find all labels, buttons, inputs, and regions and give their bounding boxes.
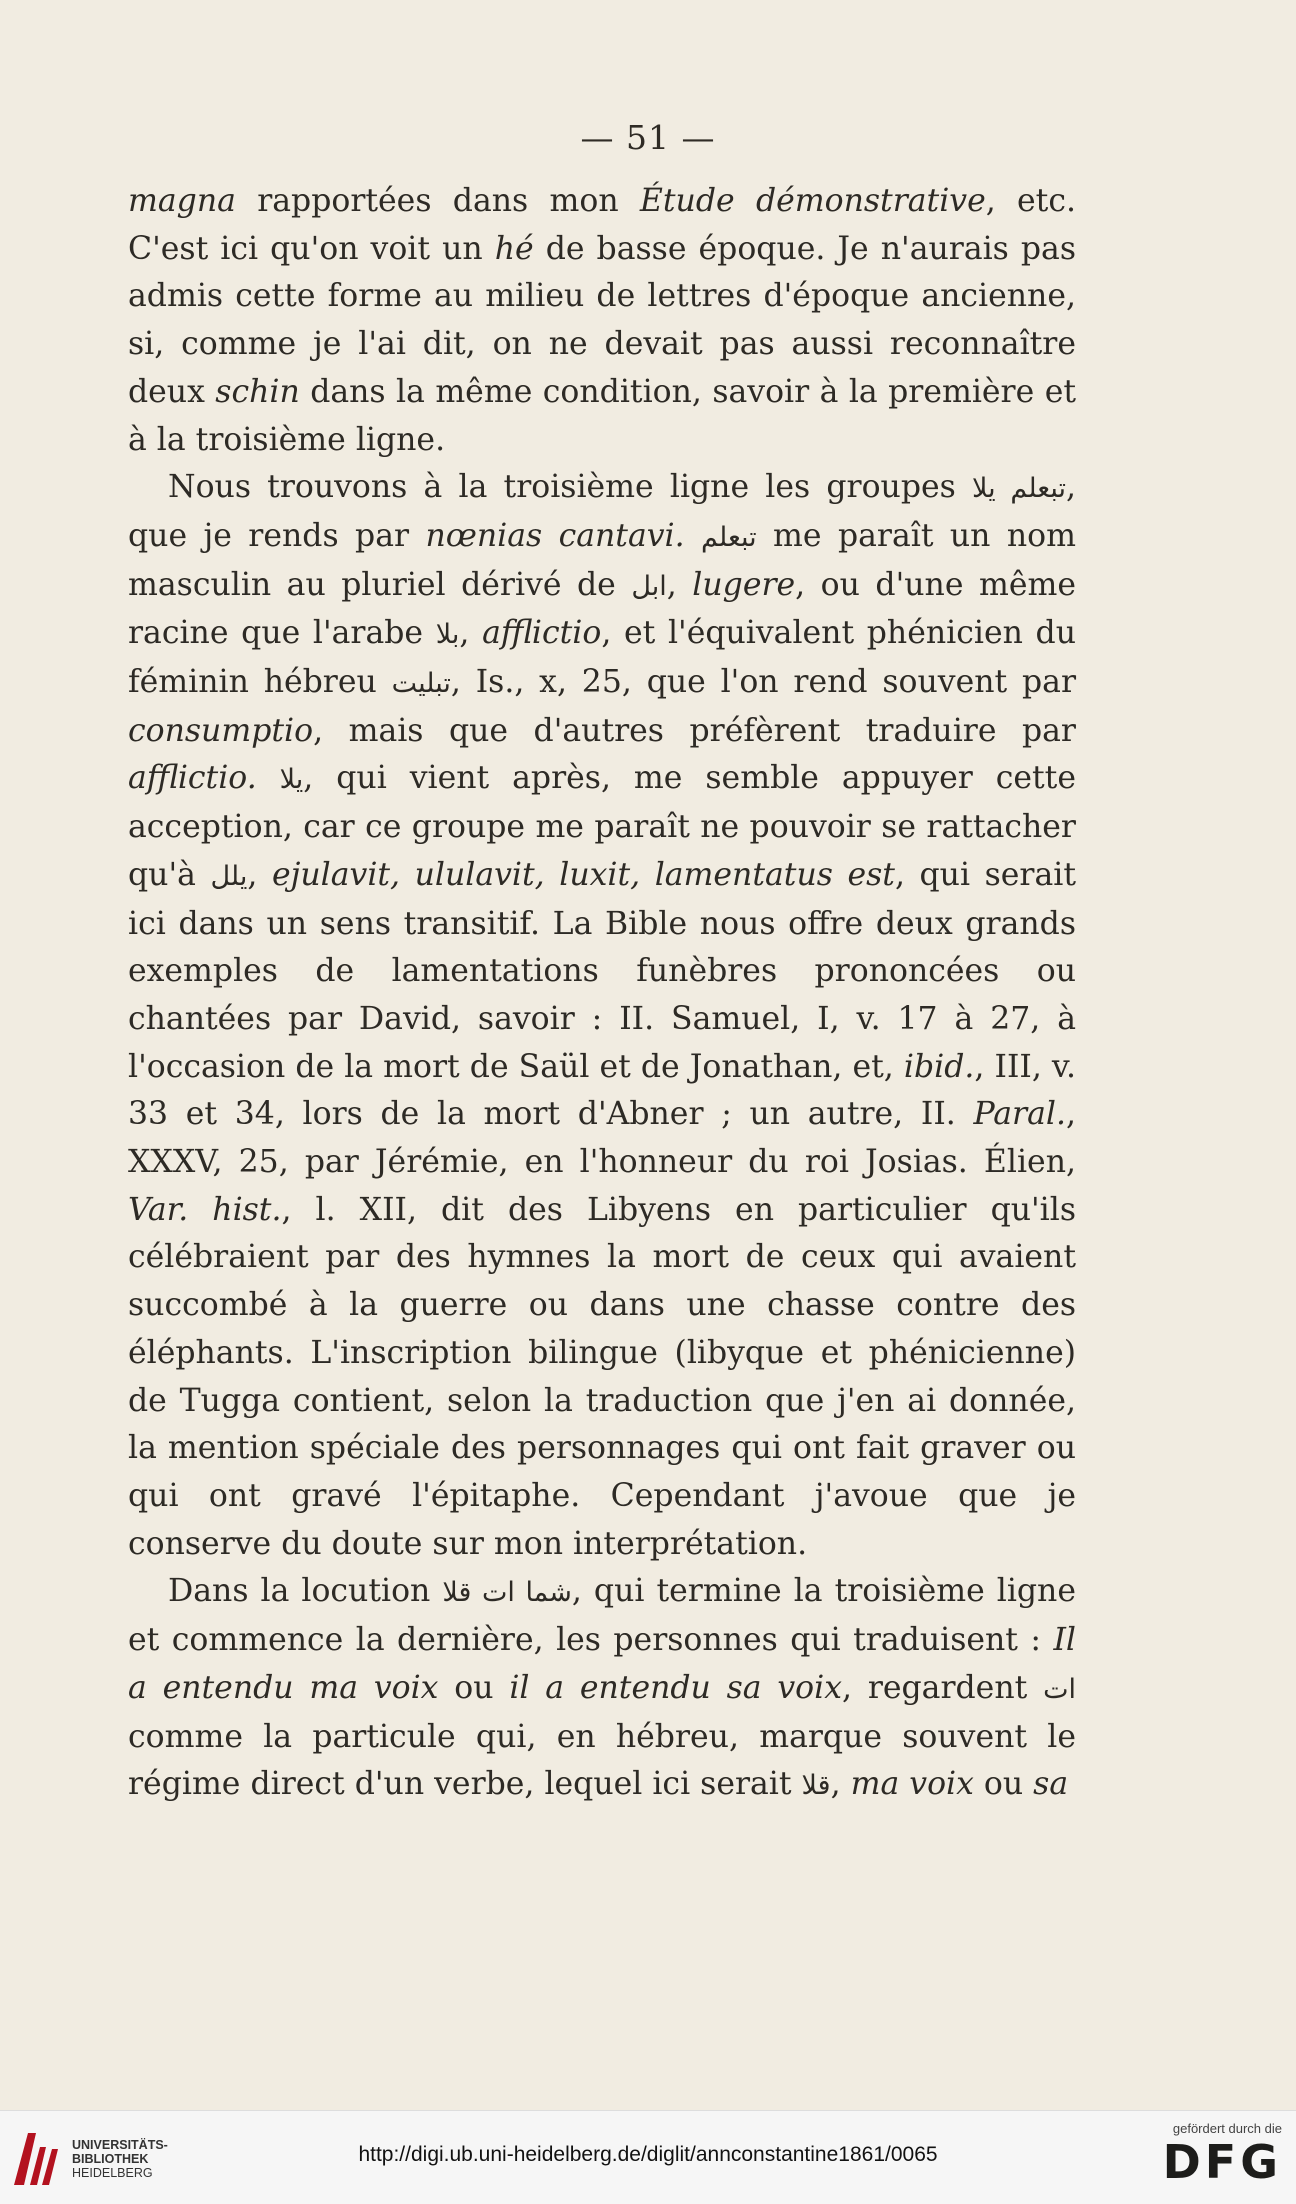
text-run [685,518,701,554]
text-run: , l. XII, dit des Libyens en particulier qu'ils célébraient par des hymnes la mort de ceux qui avaient succombé à la guerre ou dans une chasse contre des éléphants. L'inscription bilingue (libyque et phénicienne) de Tugga contient, selon la traduction que j'en ai donnée, la mention spéciale des personnages qui ont fait graver ou qui ont gravé l'épitaphe. Cependant j'avoue que je conserve du doute sur mon interprétation. [128,1191,1076,1562]
text-run: , etc. C'est ici qu'on voit un [128,183,1076,267]
text-run: lugere [692,566,796,603]
text-run: il a entendu sa voix [509,1669,842,1706]
text-run: de basse époque. Je n'aurais pas admis cette forme au milieu de lettres d'époque ancienne, si, comme je l'ai dit, on ne devait pas aussi reconnaître deux [128,230,1077,410]
text-run: , mais que d'autres préfèrent traduire par [313,712,1076,749]
paragraph-1 [128,178,1076,464]
text-run: comme la particule qui, en hébreu, marque souvent le régime direct d'un verbe, lequel ici serait [128,1718,1076,1803]
text-run: nœnias cantavi. [425,517,685,554]
funding-label: gefördert durch die [1172,2121,1282,2136]
text-run: , [247,856,272,893]
text-run: ibid. [903,1048,975,1085]
arabic-word: تبعلم يلا [972,473,1066,505]
arabic-word: ات [1043,1673,1077,1705]
text-run: , et l'équivalent phénicien du féminin hébreu [128,615,1076,701]
text-run: Var. hist. [128,1191,282,1228]
arabic-word: تبليت [391,668,451,700]
text-run: , qui serait ici dans un sens transitif. La Bible nous offre deux grands exemples de lamentations funèbres prononcées ou chantées par David, savoir : II. Samuel, I, v. 17 à 27, à l'occasion de la mort de Saül et de Jonathan, et, [128,856,1076,1085]
text-run: consumptio [128,712,314,749]
text-run: sa [1033,1766,1069,1803]
text-run: ejulavit, ululavit, luxit, lamentatus est [271,856,895,893]
arabic-word: يلل [210,860,248,892]
viewer-footer [0,2110,1296,2204]
text-run: ou [438,1669,510,1706]
arabic-word: يلا [279,764,304,796]
arabic-word: قلا [801,1770,831,1802]
text-run: , [459,615,483,652]
text-run: Dans la locution [168,1573,443,1610]
arabic-word: شما ات قلا [442,1577,572,1609]
text-run: , que je rends par [128,469,1076,554]
text-run: , qui termine la troisième ligne et commence la dernière, les personnes qui traduisent : [128,1573,1076,1659]
text-run [257,760,280,796]
text-run: me paraît un nom masculin au pluriel dérivé de [128,517,1076,603]
text-run: , qui vient après, me semble appuyer cette acception, car ce groupe me paraît ne pouvoir se rattacher qu'à [128,760,1076,893]
page-number: — 51 — [580,118,716,157]
funder-logo[interactable] [1132,2121,1282,2188]
arabic-word: ابل [631,570,667,602]
library-line: BIBLIOTHEK [72,2152,149,2166]
body-text [128,178,1076,1810]
library-line: UNIVERSITÄTS- [72,2138,168,2152]
text-run: , [830,1766,851,1803]
text-run: hé [494,230,534,267]
text-run: Paral. [973,1096,1066,1133]
library-line: HEIDELBERG [72,2166,153,2180]
text-run: , ou d'une même racine que l'arabe [128,566,1076,652]
text-run: ma voix [850,1766,974,1803]
text-run: Étude démonstrative [639,183,986,219]
paragraph-2 [128,464,1076,1568]
text-run: Il a entendu ma voix [128,1622,1076,1706]
arabic-word: بلا [435,619,460,651]
text-run: , XXXV, 25, par Jérémie, en l'honneur du roi Josias. Élien, [128,1096,1076,1181]
text-run: , III, v. 33 et 34, lors de la mort d'Abner ; un autre, II. [128,1048,1076,1133]
text-run: schin [215,373,300,410]
text-run: , Is., x, 25, que l'on rend souvent par [450,664,1076,701]
text-run: Nous trouvons à la troisième ligne les groupes [168,469,972,506]
text-run: , [666,566,693,603]
text-run: afflictio [482,615,602,652]
permalink-url[interactable]: http://digi.ub.uni-heidelberg.de/diglit/annconstantine1861/0065 [358,2143,938,2166]
text-run: dans la même condition, savoir à la première et à la troisième ligne. [128,373,1076,458]
text-run: , regardent [842,1669,1044,1706]
text-run: ou [973,1766,1034,1803]
arabic-word: تبعلم [701,521,757,553]
paragraph-3 [128,1568,1076,1810]
dfg-logo-icon: DFG [1162,2135,1282,2189]
text-run: magna [128,183,236,219]
text-run: rapportées dans mon [235,183,640,219]
text-run: afflictio. [128,760,257,797]
